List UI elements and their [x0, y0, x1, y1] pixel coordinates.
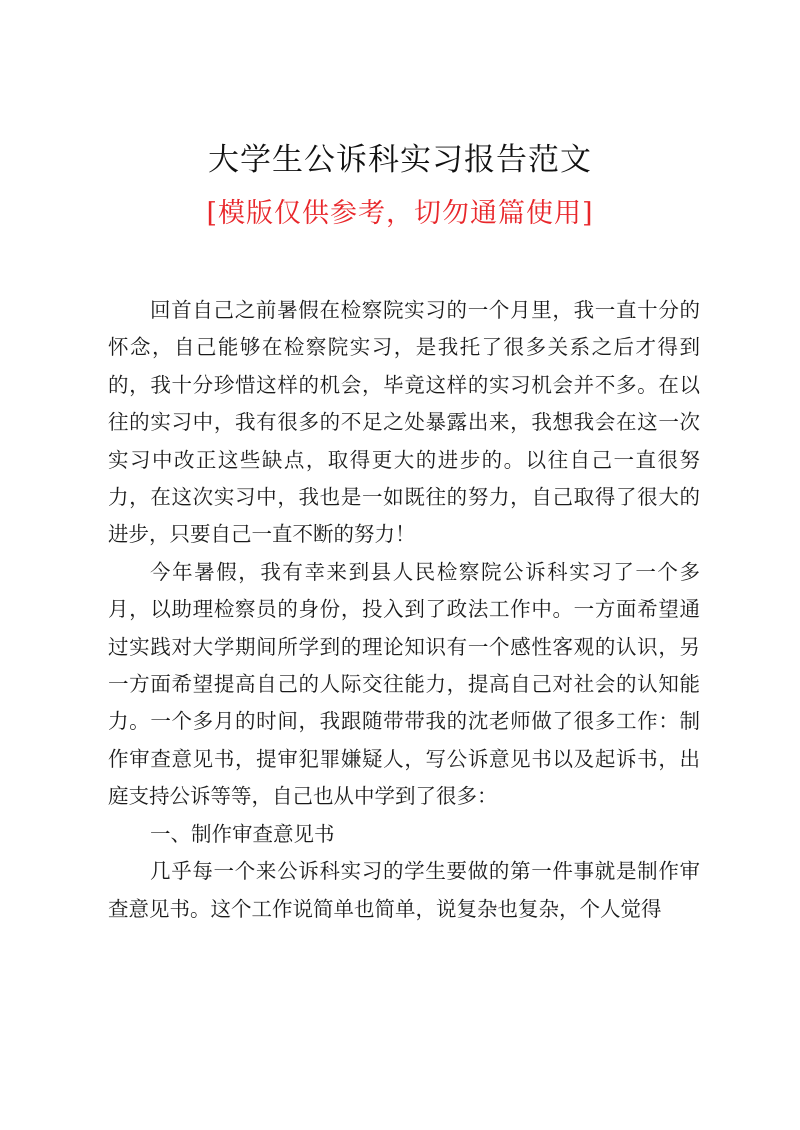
- section-heading: 一、制作审查意见书: [150, 821, 335, 846]
- template-disclaimer: [模版仅供参考，切勿通篇使用]: [206, 198, 594, 229]
- paragraph: 几乎每一个来公诉科实习的学生要做的第一件事就是制作审查意见书。这个工作说简单也简单，说复杂也复杂，个人觉得: [108, 859, 700, 921]
- paragraph: 今年暑假，我有幸来到县人民检察院公诉科实习了一个多月，以助理检察员的身份，投入到了政法工作中。一方面希望通过实践对大学期间所学到的理论知识有一个感性客观的认识，另一方面希望提高自己的人际交往能力，提高自己对社会的认知能力。一个多月的时间，我跟随带带我的沈老师做了很多工作：制作审查意见书，提审犯罪嫌疑人，写公诉意见书以及起诉书，出庭支持公诉等等，自己也从中学到了很多：: [108, 559, 700, 809]
- document-body: [108, 292, 700, 928]
- document-title: 大学生公诉科实习报告范文: [208, 142, 592, 178]
- paragraph: 回首自己之前暑假在检察院实习的一个月里，我一直十分的怀念，自己能够在检察院实习，是我托了很多关系之后才得到的，我十分珍惜这样的机会，毕竟这样的实习机会并不多。在以往的实习中，我有很多的不足之处暴露出来，我想我会在这一次实习中改正这些缺点，取得更大的进步的。以往自己一直很努力，在这次实习中，我也是一如既往的努力，自己取得了很大的进步，只要自己一直不断的努力！: [108, 298, 700, 547]
